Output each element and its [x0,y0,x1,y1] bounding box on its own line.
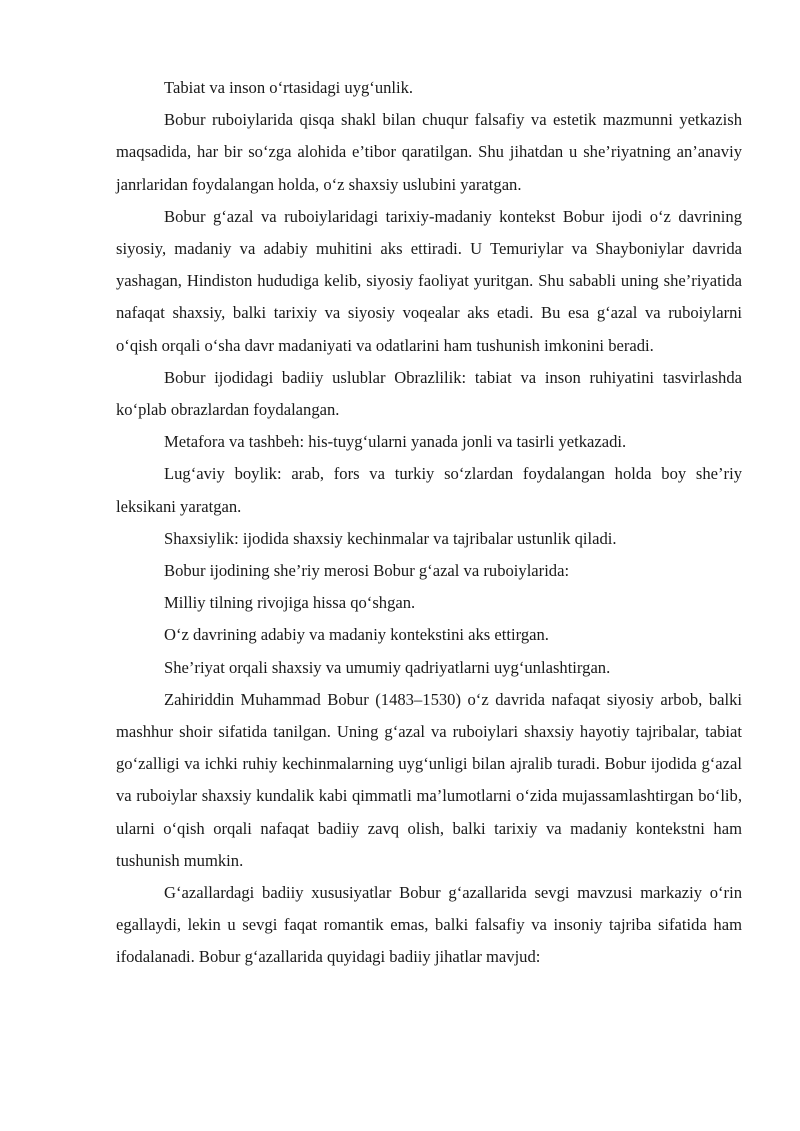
paragraph-metaphor: Metafora va tashbeh: his-tuyg‘ularni yanada jonli va tasirli yetkazadi. [164,432,627,452]
paragraph-national-language: Milliy tilning rivojiga hissa qo‘shgan. [164,593,416,613]
paragraph-poetic-legacy: Bobur ijodining she’riy merosi Bobur g‘azal va ruboiylarida: [164,561,570,581]
document-body [116,72,742,974]
paragraph-lexical-richness: Lug‘aviy boylik: arab, fors va turkiy so‘zlardan foydalangan holda boy she’riy leksikani yaratgan. [116,464,742,516]
paragraph-artistic-styles: Bobur ijodidagi badiiy uslublar Obrazlilik: tabiat va inson ruhiyatini tasvirlashda ko‘plab obrazlardan foydalangan. [116,367,742,420]
paragraph-ghazal-features: G‘azallardagi badiiy xususiyatlar Bobur g‘azallarida sevgi mavzusi markaziy o‘rin egallaydi, lekin u sevgi faqat romantik emas, balki falsafiy va insoniy tajriba sifatida ham ifodalanadi. Bobur g‘azallarida quyidagi badiiy jihatlar mavjud: [116,883,742,967]
paragraph-values-harmony: She’riyat orqali shaxsiy va umumiy qadriyatlarni uyg‘unlashtirgan. [164,657,611,677]
paragraph-literary-context: O‘z davrining adabiy va madaniy kontekstini aks ettirgan. [164,625,549,645]
paragraph-rubai-form: Bobur ruboiylarida qisqa shakl bilan chuqur falsafiy va estetik mazmunni yetkazish maqsadida, har bir so‘zga alohida e’tibor qaratilgan. Shu jihatdan u she’riyatning an’anaviy janrlaridan foydalangan holda, o‘z shaxsiy uslubini yaratgan. [116,110,742,194]
paragraph-nature-harmony: Tabiat va inson o‘rtasidagi uyg‘unlik. [164,78,414,97]
paragraph-historical-context: Bobur g‘azal va ruboiylaridagi tarixiy-madaniy kontekst Bobur ijodi o‘z davrining siyosiy, madaniy va adabiy muhitini aks ettiradi. U Temuriylar va Shayboniylar davrida yashagan, Hindiston hududiga kelib, siyosiy faoliyat yuritgan. Shu sababli uning she’riyatida nafaqat shaxsiy, balki tarixiy va siyosiy voqealar aks etadi. Bu esa g‘azal va ruboiylarni o‘qish orqali o‘sha davr madaniyati va odatlarini ham tushunish imkonini beradi. [116,206,742,355]
paragraph-babur-biography: Zahiriddin Muhammad Bobur (1483–1530) o‘z davrida nafaqat siyosiy arbob, balki mashhur shoir sifatida tanilgan. Uning g‘azal va ruboiylari shaxsiy hayotiy tajribalar, tabiat go‘zalligi va ichki ruhiy kechinmalarning uyg‘unligi bilan ajralib turadi. Bobur ijodida g‘azal va ruboiylar shaxsiy kundalik kabi qimmatli ma’lumotlarni o‘zida mujassamlashtirgan bo‘lib, ularni o‘qish orqali nafaqat badiiy zavq olish, balki tarixiy va madaniy kontekstni ham tushunish mumkin. [116,689,742,870]
paragraph-personality: Shaxsiylik: ijodida shaxsiy kechinmalar va tajribalar ustunlik qiladi. [164,528,617,548]
